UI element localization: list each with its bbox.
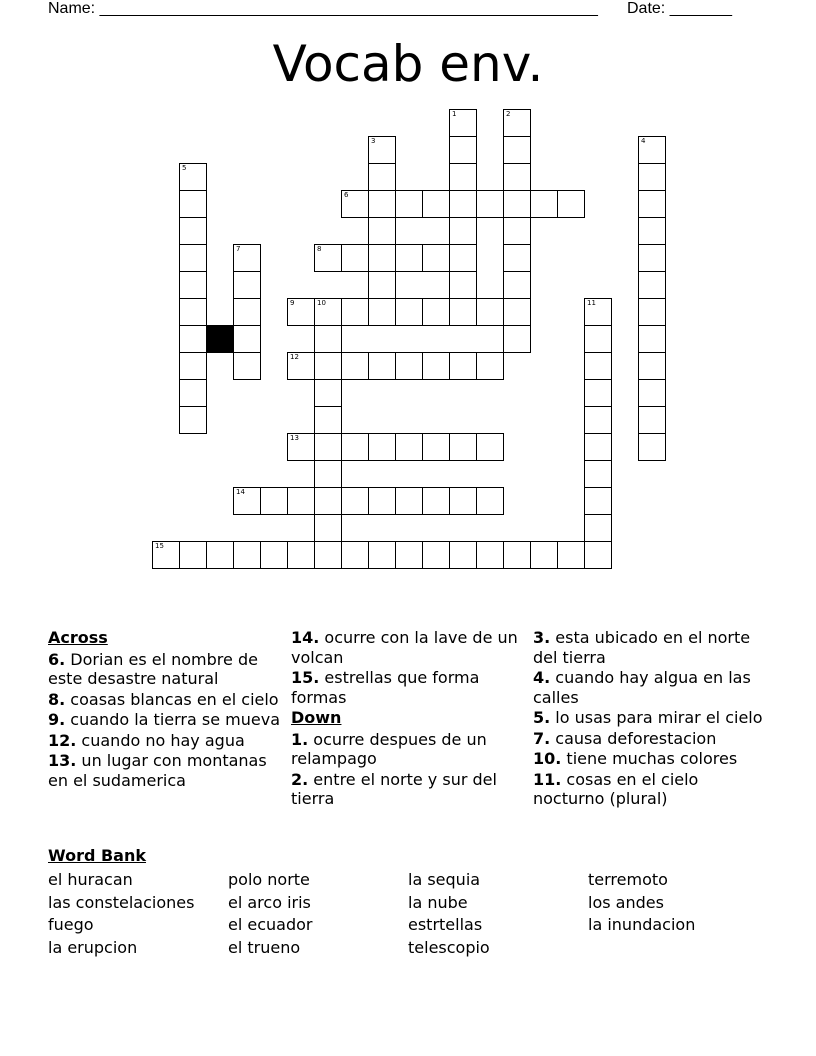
grid-cell[interactable] [395,433,423,461]
clue-text: lo usas para mirar el cielo [550,708,763,727]
grid-cell[interactable] [314,244,342,272]
grid-cell[interactable] [368,217,396,245]
word-bank-item: las constelaciones [48,892,195,912]
grid-cell[interactable] [341,541,369,569]
grid-cell[interactable] [368,541,396,569]
clue-number: 5. [533,708,551,727]
grid-cell[interactable] [449,541,477,569]
cell-number: 1 [452,110,457,118]
grid-cell[interactable] [530,541,558,569]
grid-cell[interactable] [314,352,342,380]
grid-cell[interactable] [503,163,531,191]
clue-number: 13. [48,751,77,770]
cell-number: 11 [587,299,596,307]
word-bank-item: la sequia [408,870,481,889]
word-bank-item: terremoto [588,870,668,889]
grid-cell[interactable] [476,352,504,380]
grid-cell[interactable] [179,379,207,407]
cell-number: 15 [155,542,164,550]
across-clue-list-1 [48,650,284,791]
grid-cell[interactable] [503,541,531,569]
word-bank-item: la inundacion [588,915,696,935]
grid-cell[interactable] [395,541,423,569]
clue-number: 10. [533,749,562,768]
grid-cell[interactable] [368,136,396,164]
grid-cell[interactable] [287,433,315,461]
date-field-label: Date: _______ [627,0,732,17]
across-heading: Across [48,628,108,647]
clue-number: 11. [533,769,562,789]
clue-text: un lugar con montanas en el sudamerica [48,751,267,790]
word-bank-title: Word Bank [48,846,147,865]
grid-cell[interactable] [422,433,450,461]
grid-cell[interactable] [557,541,585,569]
grid-cell[interactable] [368,352,396,380]
grid-cell[interactable] [341,487,369,515]
grid-cell[interactable] [341,190,369,218]
grid-cell[interactable] [584,352,612,380]
grid-cell[interactable] [179,541,207,569]
grid-cell[interactable] [503,271,531,299]
grid-cell[interactable] [233,325,261,353]
clue-number: 7. [533,728,551,748]
grid-cell[interactable] [449,244,477,272]
grid-cell[interactable] [449,487,477,515]
grid-cell[interactable] [449,433,477,461]
grid-cell[interactable] [368,298,396,326]
clue-item [291,628,523,667]
grid-cell[interactable] [503,325,531,353]
cell-number: 5 [182,164,187,172]
word-bank-item: telescopio [408,937,490,957]
grid-cell[interactable] [395,244,423,272]
grid-cell[interactable] [476,487,504,515]
word-bank-item: la erupcion [48,937,138,957]
grid-cell[interactable] [314,406,342,434]
grid-cell[interactable] [476,541,504,569]
grid-cell[interactable] [557,190,585,218]
grid-cell[interactable] [179,163,207,191]
grid-cell[interactable] [584,487,612,515]
clue-text: estrellas que forma formas [291,668,480,707]
cell-number: 6 [344,191,349,199]
clue-item [533,628,769,667]
clues-column-2 [291,628,523,810]
grid-cell[interactable] [638,163,666,191]
grid-cell[interactable] [449,271,477,299]
grid-cell[interactable] [287,352,315,380]
clues-column-1 [48,628,284,791]
clue-text: cuando hay algua en las calles [533,668,751,707]
grid-cell[interactable] [341,433,369,461]
clue-number: 1. [291,729,309,749]
grid-cell[interactable] [584,541,612,569]
grid-cell[interactable] [584,406,612,434]
clue-text: ocurre con la lave de un volcan [291,628,518,667]
word-bank-item: fuego [48,915,94,935]
grid-cell[interactable] [233,352,261,380]
word-bank-column-3 [408,869,490,959]
word-bank-item: el ecuador [228,915,313,935]
grid-cell[interactable] [476,433,504,461]
clue-number: 15. [291,668,320,687]
page-title: Vocab env. [272,35,544,93]
grid-cell[interactable] [638,190,666,218]
grid-cell[interactable] [368,244,396,272]
clue-item [291,770,523,809]
grid-cell[interactable] [341,298,369,326]
grid-cell[interactable] [638,352,666,380]
word-bank-item: polo norte [228,870,310,889]
grid-cell[interactable] [314,541,342,569]
grid-cell[interactable] [314,379,342,407]
grid-cell[interactable] [179,217,207,245]
grid-cell[interactable] [314,460,342,488]
clue-text: cosas en el cielo nocturno (plural) [533,769,699,808]
clue-text: entre el norte y sur del tierra [291,769,497,808]
clue-item [533,708,769,728]
down-clue-list-2 [533,628,769,809]
grid-cell[interactable] [449,190,477,218]
grid-cell[interactable] [395,487,423,515]
grid-cell[interactable] [449,136,477,164]
grid-cell[interactable] [179,244,207,272]
grid-cell[interactable] [287,487,315,515]
grid-cell[interactable] [584,298,612,326]
grid-cell[interactable] [233,271,261,299]
grid-cell[interactable] [368,190,396,218]
clue-number: 12. [48,730,77,750]
grid-cell[interactable] [314,298,342,326]
clue-text: causa deforestacion [550,728,717,748]
clues-column-3 [533,628,769,810]
cell-number: 2 [506,110,511,118]
grid-cell[interactable] [422,352,450,380]
grid-cell[interactable] [368,271,396,299]
grid-cell[interactable] [449,298,477,326]
grid-cell[interactable] [638,433,666,461]
grid-cell[interactable] [341,352,369,380]
grid-cell[interactable] [368,487,396,515]
grid-cell[interactable] [503,244,531,272]
grid-cell[interactable] [179,352,207,380]
clue-text: tiene muchas colores [561,749,738,768]
grid-cell[interactable] [503,190,531,218]
clue-item [48,650,284,689]
grid-cell[interactable] [449,217,477,245]
grid-cell[interactable] [260,541,288,569]
grid-cell[interactable] [395,298,423,326]
cell-number: 4 [641,137,646,145]
grid-cell[interactable] [584,433,612,461]
grid-cell[interactable] [449,352,477,380]
grid-cell[interactable] [638,217,666,245]
cell-number: 12 [290,353,299,361]
clue-text: cuando la tierra se mueva [65,710,280,729]
clue-item [291,668,523,707]
name-field-label: Name: ________________________________________________________ [48,0,598,17]
grid-cell[interactable] [206,541,234,569]
down-heading: Down [291,708,342,727]
grid-cell[interactable] [422,190,450,218]
grid-cell[interactable] [179,190,207,218]
grid-cell[interactable] [233,298,261,326]
word-bank-item: la nube [408,892,468,912]
clue-text: cuando no hay agua [76,730,245,750]
grid-cell[interactable] [314,433,342,461]
grid-cell[interactable] [233,244,261,272]
grid-cell[interactable] [422,487,450,515]
word-bank-column-2 [228,869,312,959]
grid-cell[interactable] [638,298,666,326]
grid-cell[interactable] [503,109,531,137]
grid-cell[interactable] [638,136,666,164]
word-bank-item: el arco iris [228,892,311,912]
clue-text: Dorian es el nombre de este desastre natural [48,649,258,688]
grid-cell[interactable] [314,514,342,542]
down-clue-list-1 [291,730,523,809]
grid-cell[interactable] [179,298,207,326]
word-bank-column-1 [48,869,194,959]
clue-item [48,751,284,790]
grid-cell[interactable] [422,298,450,326]
grid-cell[interactable] [503,136,531,164]
clue-item [533,668,769,707]
grid-cell[interactable] [368,163,396,191]
grid-cell[interactable] [638,244,666,272]
grid-cell[interactable] [638,271,666,299]
clue-item [48,710,284,730]
clue-number: 6. [48,649,66,669]
clue-number: 3. [533,628,551,647]
clue-text: ocurre despues de un relampago [291,729,487,768]
grid-cell[interactable] [503,217,531,245]
clue-item [291,730,523,769]
cell-number: 14 [236,488,245,496]
grid-cell[interactable] [395,352,423,380]
grid-cell[interactable] [638,325,666,353]
word-bank-item: el huracan [48,870,133,889]
clue-text: coasas blancas en el cielo [65,689,279,709]
grid-cell[interactable] [584,325,612,353]
grid-cell[interactable] [503,298,531,326]
grid-cell[interactable] [314,487,342,515]
word-bank-item: el trueno [228,937,301,957]
grid-cell[interactable] [179,406,207,434]
word-bank-item: los andes [588,892,664,912]
word-bank-column-4 [588,869,695,937]
cell-number: 8 [317,245,322,253]
grid-cell[interactable] [449,109,477,137]
blocked-cell [206,325,234,353]
clue-item [533,770,769,809]
cell-number: 10 [317,299,326,307]
cell-number: 9 [290,299,295,307]
clue-number: 4. [533,668,551,687]
grid-cell[interactable] [530,190,558,218]
word-bank-item: estrtellas [408,915,483,935]
grid-cell[interactable] [233,487,261,515]
clue-item [48,731,284,751]
grid-cell[interactable] [152,541,180,569]
grid-cell[interactable] [179,325,207,353]
grid-cell[interactable] [449,163,477,191]
grid-cell[interactable] [314,325,342,353]
grid-cell[interactable] [287,298,315,326]
grid-cell[interactable] [584,514,612,542]
clue-item [533,729,769,749]
grid-cell[interactable] [179,271,207,299]
grid-cell[interactable] [368,433,396,461]
grid-cell[interactable] [476,190,504,218]
grid-cell[interactable] [287,541,315,569]
cell-number: 13 [290,434,299,442]
clue-number: 2. [291,769,309,789]
clue-text: esta ubicado en el norte del tierra [533,628,751,667]
grid-cell[interactable] [422,541,450,569]
across-clue-list-2 [291,628,523,707]
grid-cell[interactable] [584,379,612,407]
grid-cell[interactable] [260,487,288,515]
grid-cell[interactable] [638,406,666,434]
grid-cell[interactable] [341,244,369,272]
clue-number: 8. [48,689,66,709]
clue-item [533,749,769,769]
grid-cell[interactable] [395,190,423,218]
grid-cell[interactable] [476,298,504,326]
clue-number: 9. [48,710,66,729]
clue-item [48,690,284,710]
cell-number: 7 [236,245,241,253]
grid-cell[interactable] [638,379,666,407]
grid-cell[interactable] [233,541,261,569]
grid-cell[interactable] [422,244,450,272]
cell-number: 3 [371,137,376,145]
clue-number: 14. [291,628,320,647]
grid-cell[interactable] [584,460,612,488]
